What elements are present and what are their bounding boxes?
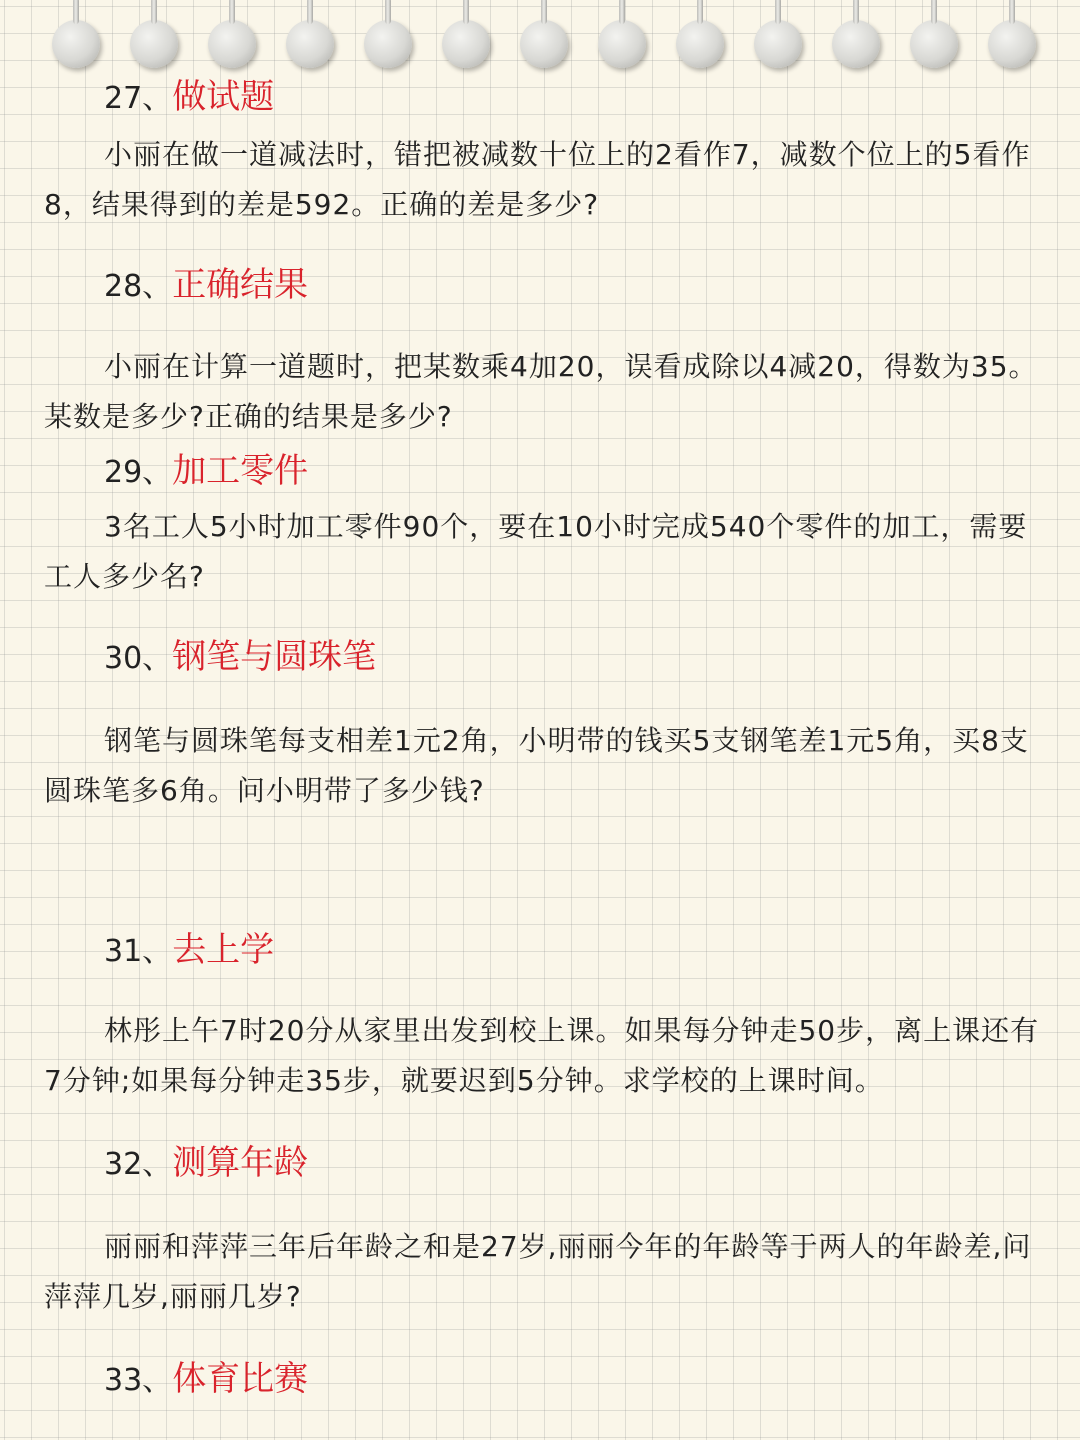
problem-number: 31、 [104, 934, 173, 969]
problem-title: 做试题 [172, 77, 275, 117]
problem-number: 29、 [104, 455, 173, 490]
binder-ring-icon [676, 20, 724, 68]
problem-heading [104, 1143, 309, 1183]
binder-ring-icon [442, 20, 490, 68]
problem-title: 去上学 [172, 930, 275, 970]
problem-heading [104, 637, 377, 677]
problem-heading [104, 930, 275, 970]
problem-text: 小丽在做一道减法时，错把被减数十位上的2看作7，减数个位上的5看作8，结果得到的差是592。正确的差是多少? [44, 138, 1031, 221]
binder-ring-icon [130, 20, 178, 68]
problem-title: 加工零件 [172, 451, 309, 491]
problem-heading [104, 1359, 309, 1399]
binder-ring-icon [754, 20, 802, 68]
problem-number: 33、 [104, 1363, 173, 1398]
problem-title: 体育比赛 [172, 1359, 309, 1399]
binder-ring-icon [910, 20, 958, 68]
problem-text: 3名工人5小时加工零件90个，要在10小时完成540个零件的加工，需要工人多少名? [44, 510, 1028, 593]
problem-heading [104, 451, 309, 491]
binder-ring-icon [598, 20, 646, 68]
problem-title: 正确结果 [172, 265, 309, 305]
problem-number: 32、 [104, 1147, 173, 1182]
problem-text: 丽丽和萍萍三年后年龄之和是27岁,丽丽今年的年龄等于两人的年龄差,问萍萍几岁,丽丽几岁? [44, 1230, 1032, 1313]
notebook-binding [0, 0, 1080, 80]
problem-title: 钢笔与圆珠笔 [172, 637, 377, 677]
problem-text: 钢笔与圆珠笔每支相差1元2角，小明带的钱买5支钢笔差1元5角，买8支圆珠笔多6角。问小明带了多少钱? [44, 724, 1029, 807]
problem-heading [104, 265, 309, 305]
problem-number: 30、 [104, 641, 173, 676]
problem-title: 测算年龄 [172, 1143, 309, 1183]
binder-ring-icon [364, 20, 412, 68]
binder-ring-icon [286, 20, 334, 68]
binder-ring-icon [988, 20, 1036, 68]
binder-ring-icon [520, 20, 568, 68]
problem-heading [104, 77, 275, 117]
binder-ring-icon [52, 20, 100, 68]
problem-number: 28、 [104, 269, 173, 304]
binder-ring-icon [208, 20, 256, 68]
problem-text: 林彤上午7时20分从家里出发到校上课。如果每分钟走50步，离上课还有7分钟;如果每分钟走35步，就要迟到5分钟。求学校的上课时间。 [44, 1014, 1040, 1097]
problem-number: 27、 [104, 81, 173, 116]
binder-ring-icon [832, 20, 880, 68]
problem-text: 小丽在计算一道题时，把某数乘4加20，误看成除以4减20，得数为35。某数是多少?正确的结果是多少? [44, 350, 1038, 433]
